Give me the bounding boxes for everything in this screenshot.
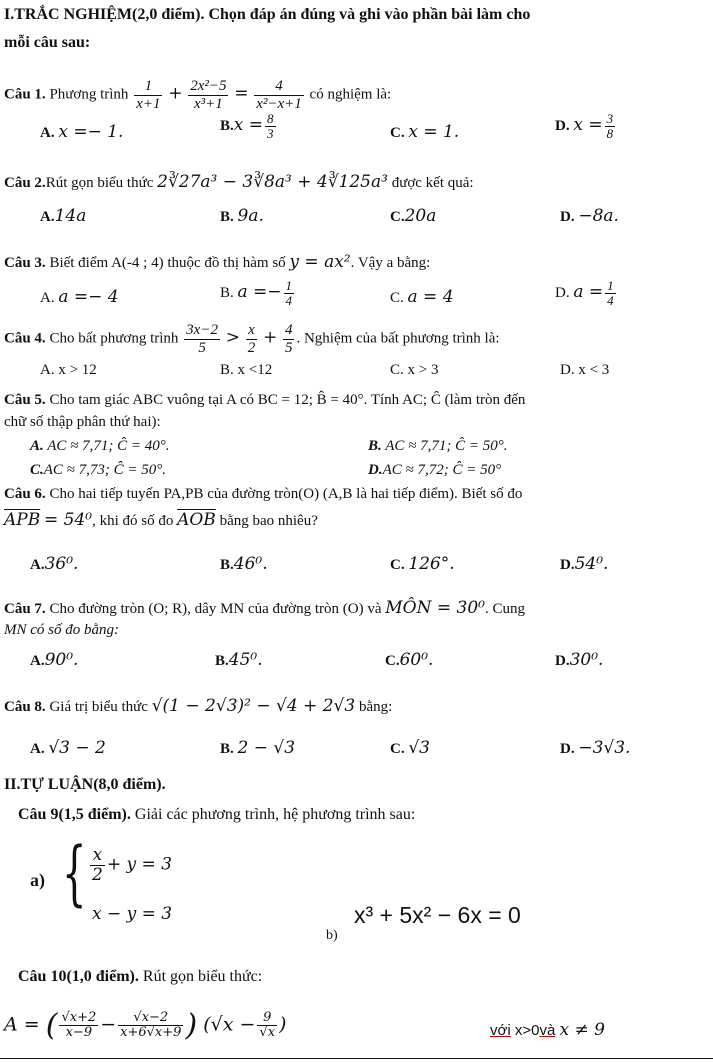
q1-option-d — [555, 112, 617, 142]
q6-text-cont — [4, 510, 318, 530]
q7-c-label: C. — [385, 653, 400, 669]
q1-f3-num: 4 — [254, 78, 304, 96]
q5-option-b — [368, 438, 508, 455]
q4-f1-den: 5 — [198, 339, 206, 356]
q1-b-label: B. — [220, 118, 234, 135]
q3-c-value: a = 4 — [407, 287, 454, 307]
q10-cond-x-not-9: x ≠ 9 — [559, 1020, 605, 1040]
q6-arc-apb: $\overline{APB}$ — [4, 510, 41, 530]
q10-paren-open: ( — [45, 1008, 58, 1043]
q1-f2-den: x³+1 — [193, 95, 223, 112]
q1-a-label: A. — [40, 125, 55, 141]
q4-f1-num: 3x−2 — [186, 322, 218, 338]
q3-tail: . Vậy a bằng: — [350, 255, 431, 271]
q5-text-cont: chữ số thập phân thứ hai): — [4, 414, 161, 430]
q1-plus: + — [168, 83, 183, 104]
q3-d-value: a = — [573, 282, 604, 303]
q3-option-c — [390, 287, 454, 307]
q6-option-a — [30, 554, 78, 574]
q5-c-label: C. — [30, 462, 44, 478]
q5-a-value: AC ≈ 7,71; Ĉ = 40°. — [47, 438, 170, 454]
q10-rparen: ) — [279, 1013, 287, 1036]
q6-option-b — [220, 554, 268, 574]
q9-system-brace: { — [62, 832, 87, 914]
q8-a-label: A. — [30, 741, 45, 757]
q1-d-value: x = — [573, 115, 603, 136]
q7-text-cont: MN có số đo bằng: — [4, 622, 119, 638]
question-10 — [18, 968, 262, 986]
q3-expression: y = ax² — [289, 252, 351, 272]
q2-expression: 2∛27a³ − 3∛8a³ + 4∛125a³ — [157, 172, 388, 192]
q8-b-value: 2 − √3 — [237, 738, 296, 758]
q1-tail: có nghiệm là: — [309, 86, 392, 103]
q8-b-label: B. — [220, 741, 234, 757]
q1-frac-2 — [188, 78, 228, 112]
q2-a-value: 14a — [54, 206, 87, 226]
q2-d-value: −8a. — [578, 206, 619, 226]
q9-eq2: x − y = 3 — [92, 904, 173, 924]
q8-c-value: √3 — [408, 738, 430, 758]
q2-b-label: B. — [220, 209, 234, 225]
q1-f2-num: 2x²−5 — [190, 78, 227, 94]
q6-text-end: bằng bao nhiêu? — [219, 513, 318, 529]
q9-part-b-label: b) — [326, 928, 338, 943]
q6-a-label: A. — [30, 557, 45, 573]
q4-option-d — [560, 362, 609, 379]
q3-b-label: B. — [220, 285, 234, 302]
q9-eq1-num: x — [90, 846, 105, 866]
q7-text: Cho đường tròn (O; R), dây MN của đường tròn (O) và — [49, 601, 382, 617]
q10-f1-num: √x+2 — [61, 1009, 97, 1025]
question-6 — [4, 486, 522, 503]
q10-frac-2 — [118, 1011, 183, 1041]
q7-d-value: 30⁰. — [569, 650, 604, 670]
q8-option-c — [390, 738, 430, 758]
q10-f2-den: x+6√x+9 — [120, 1025, 182, 1040]
q10-condition — [490, 1020, 605, 1040]
question-8 — [4, 696, 392, 716]
q9-text: Giải các phương trình, hệ phương trình sau: — [134, 806, 416, 823]
q1-frac-1 — [134, 78, 162, 112]
q3-option-b — [220, 279, 296, 309]
q7-label: Câu 7. — [4, 601, 46, 617]
q10-f2-num: √x−2 — [118, 1011, 183, 1026]
q7-option-d — [555, 650, 603, 670]
q7-d-label: D. — [555, 653, 570, 669]
q8-tail: bằng: — [358, 699, 393, 715]
q4-f2-num: x — [246, 322, 258, 340]
q6-c-value: 126°. — [408, 554, 455, 574]
q10-f1-den: x−9 — [65, 1025, 93, 1040]
q4-b-label: B. — [220, 362, 234, 378]
q4-label: Câu 4. — [4, 330, 46, 347]
q2-option-d — [560, 206, 619, 226]
q4-text: Cho bất phương trình — [49, 330, 179, 347]
q1-a-value: x =− 1. — [58, 122, 124, 142]
q9-eq1 — [88, 846, 172, 884]
q8-option-b — [220, 738, 295, 758]
q10-cond-with: với — [490, 1022, 511, 1039]
q3-label: Câu 3. — [4, 255, 46, 271]
q6-c-label: C. — [390, 557, 405, 573]
q4-f3-num: 4 — [284, 322, 293, 338]
q1-d-label: D. — [555, 118, 570, 135]
q6-a-value: 36⁰. — [44, 554, 79, 574]
q5-option-c — [30, 462, 166, 479]
q7-option-b — [215, 650, 263, 670]
q8-d-value: −3√3. — [578, 738, 631, 758]
q1-option-a — [40, 122, 123, 142]
q10-expression — [4, 1008, 286, 1043]
question-4 — [4, 322, 500, 356]
q2-option-b — [220, 206, 264, 226]
q7-b-label: B. — [215, 653, 229, 669]
q9-eq1-den: 2 — [92, 864, 103, 885]
q1-c-label: C. — [390, 125, 405, 141]
q5-d-value: AC ≈ 7,72; Ĉ = 50° — [382, 462, 502, 478]
q8-option-d — [560, 738, 630, 758]
part2-title: II.TỰ LUẬN(8,0 điểm). — [4, 776, 166, 793]
q8-label: Câu 8. — [4, 699, 46, 715]
q1-f3-den: x²−x+1 — [256, 95, 302, 112]
q7-option-a — [30, 650, 78, 670]
question-7 — [4, 598, 525, 618]
q1-label: Câu 1. — [4, 86, 46, 103]
q10-text: Rút gọn biểu thức: — [142, 968, 263, 985]
q8-expression: √(1 − 2√3)² − √4 + 2√3 — [151, 696, 356, 716]
question-3 — [4, 252, 430, 272]
q6-arc-aob: $\overline{AOB}$ — [177, 510, 216, 530]
q5-b-label: B. — [368, 438, 382, 454]
q3-d-den: 4 — [607, 293, 614, 309]
part1-title: I.TRẮC NGHIỆM(2,0 điểm). Chọn đáp án đúng và ghi vào phần bài làm cho — [4, 6, 531, 23]
q3-b-num: 1 — [285, 278, 293, 293]
q6-option-d — [560, 554, 608, 574]
q3-a-value: a =− 4 — [58, 287, 119, 307]
q6-value: = 54⁰ — [43, 510, 93, 530]
q7-a-label: A. — [30, 653, 45, 669]
q10-paren-close: ) — [185, 1008, 198, 1043]
q7-c-value: 60⁰. — [399, 650, 434, 670]
q10-frac-1 — [59, 1011, 98, 1041]
q9-label: Câu 9(1,5 điểm). — [18, 806, 131, 823]
q8-option-a — [30, 738, 106, 758]
q4-b-value: x <12 — [237, 362, 273, 378]
q8-d-label: D. — [560, 741, 575, 757]
q2-c-value: 20a — [404, 206, 437, 226]
q10-cond-x-positive: x>0 — [514, 1022, 540, 1039]
q4-option-b — [220, 362, 272, 379]
q7-option-c — [385, 650, 433, 670]
q6-b-value: 46⁰. — [233, 554, 268, 574]
q5-label: Câu 5. — [4, 392, 46, 408]
q2-d-label: D. — [560, 209, 575, 225]
q4-option-a — [40, 362, 97, 379]
q3-d-frac — [605, 279, 616, 309]
q3-c-label: C. — [390, 290, 404, 306]
q2-c-label: C. — [390, 209, 405, 225]
q10-cond-and: và — [539, 1022, 556, 1039]
q1-d-den: 8 — [606, 126, 614, 142]
q2-option-a — [40, 206, 86, 226]
q3-option-a — [40, 287, 119, 307]
q5-a-label: A. — [30, 438, 44, 454]
q4-f3-den: 5 — [284, 339, 293, 356]
q5-d-label: D. — [368, 462, 383, 478]
q4-frac-2 — [246, 322, 258, 356]
q10-frac-3 — [257, 1011, 277, 1041]
q5-b-value: AC ≈ 7,71; Ĉ = 50°. — [385, 438, 508, 454]
q1-b-num: 8 — [267, 111, 274, 126]
q2-option-c — [390, 206, 436, 226]
q5-option-a — [30, 438, 170, 455]
q3-b-value: a =− — [237, 282, 282, 303]
q5-c-value: AC ≈ 7,73; Ĉ = 50°. — [43, 462, 167, 478]
q7-expression: MÔN = 30⁰ — [385, 598, 485, 618]
q1-b-value: x = — [233, 115, 264, 136]
q6-text-mid: , khi đó số đo — [92, 513, 174, 529]
q10-mid: (√x − — [203, 1013, 256, 1036]
q3-a-label: A. — [40, 290, 55, 306]
q10-lhs: A = — [4, 1013, 40, 1036]
q1-frac-3 — [254, 78, 304, 112]
q9-eq1-frac — [90, 846, 105, 884]
q6-d-label: D. — [560, 557, 575, 573]
q4-tail: . Nghiệm của bất phương trình là: — [296, 330, 500, 347]
q1-f1-num: 1 — [134, 78, 162, 96]
q8-c-label: C. — [390, 741, 405, 757]
q6-option-c — [390, 554, 455, 574]
q1-option-b — [220, 112, 278, 142]
bottom-divider — [0, 1058, 713, 1059]
q10-minus: − — [100, 1013, 117, 1036]
q1-f1-den: x+1 — [136, 95, 161, 112]
question-1 — [4, 78, 391, 112]
q1-text: Phương trình — [49, 86, 129, 103]
q3-b-den: 4 — [285, 293, 293, 309]
q2-text: Rút gọn biểu thức — [45, 175, 154, 191]
q3-d-label: D. — [555, 285, 570, 302]
q4-a-value: x > 12 — [58, 362, 97, 378]
q2-a-label: A. — [40, 209, 55, 225]
q5-text: Cho tam giác ABC vuông tại A có BC = 12; B̂ = 40°. Tính AC; Ĉ (làm tròn đến — [49, 392, 526, 408]
q4-d-value: x < 3 — [578, 362, 610, 378]
q6-b-label: B. — [220, 557, 234, 573]
q1-b-frac — [265, 112, 276, 142]
q9-eq1-rest: + y = 3 — [106, 854, 172, 875]
part1-title-cont: mỗi câu sau: — [4, 34, 91, 51]
q4-frac-1 — [184, 322, 220, 356]
q8-a-value: √3 − 2 — [48, 738, 106, 758]
q6-label: Câu 6. — [4, 486, 46, 502]
q7-a-value: 90⁰. — [44, 650, 79, 670]
q2-tail: được kết quả: — [391, 175, 474, 191]
q7-b-value: 45⁰. — [228, 650, 263, 670]
q4-gt: > — [225, 327, 240, 348]
q6-d-value: 54⁰. — [574, 554, 609, 574]
q7-tail: . Cung — [484, 601, 525, 617]
q8-text: Giá trị biểu thức — [49, 699, 148, 715]
q1-eq: = — [234, 83, 249, 104]
q6-text: Cho hai tiếp tuyến PA,PB của đường tròn(O) (A,B là hai tiếp điểm). Biết số đo — [49, 486, 523, 502]
q9-part-b-equation: x³ + 5x² − 6x = 0 — [354, 902, 521, 928]
q1-c-value: x = 1. — [408, 122, 460, 142]
question-5 — [4, 392, 525, 409]
q1-b-den: 3 — [267, 126, 274, 142]
q2-b-value: 9a. — [237, 206, 264, 226]
q3-option-d — [555, 279, 618, 309]
question-2 — [4, 172, 474, 192]
q4-c-label: C. — [390, 362, 404, 378]
question-9 — [18, 806, 415, 824]
q4-a-label: A. — [40, 362, 55, 378]
q2-label: Câu 2. — [4, 175, 46, 191]
q4-option-c — [390, 362, 438, 379]
q4-f2-den: 2 — [247, 339, 256, 356]
q4-plus: + — [262, 327, 278, 348]
q1-d-num: 3 — [606, 111, 614, 126]
q4-c-value: x > 3 — [407, 362, 439, 378]
q4-d-label: D. — [560, 362, 575, 378]
q1-d-frac — [605, 112, 616, 142]
q10-f3-den: √x — [259, 1025, 276, 1040]
q10-f3-num: 9 — [257, 1011, 277, 1026]
q1-option-c — [390, 122, 459, 142]
q5-option-d — [368, 462, 501, 479]
q4-frac-3 — [283, 322, 295, 356]
q3-b-frac — [284, 279, 295, 309]
q10-label: Câu 10(1,0 điểm). — [18, 968, 139, 985]
q3-d-num: 1 — [607, 278, 614, 293]
q9-part-a-label: a) — [30, 870, 45, 890]
q3-text: Biết điểm A(-4 ; 4) thuộc đồ thị hàm số — [49, 255, 286, 271]
